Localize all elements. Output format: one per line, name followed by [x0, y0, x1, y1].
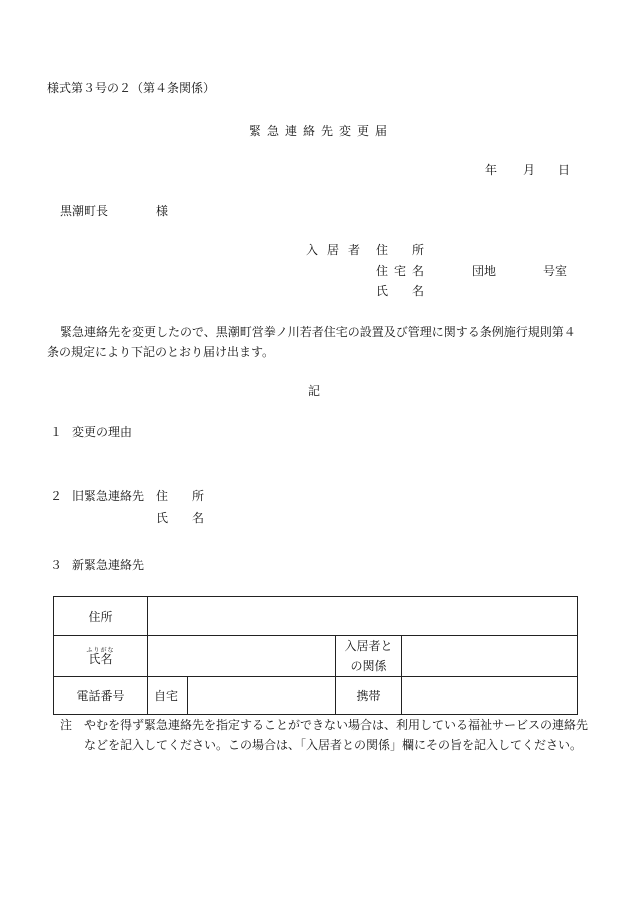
addressee-name: 黒潮町長 — [60, 204, 109, 218]
old-contact-address-label-2: 所 — [192, 489, 205, 503]
applicant-name-label-1: 氏 — [376, 284, 389, 298]
applicant-address-label-1: 住 — [376, 243, 389, 257]
item-1-label: 変更の理由 — [72, 425, 133, 439]
item-2-label: 旧緊急連絡先 — [72, 489, 145, 503]
applicant-label: 入居者 — [306, 243, 370, 257]
item-3-number: ３ — [50, 558, 63, 572]
address-input-cell[interactable] — [148, 597, 578, 636]
old-contact-name-label-2: 名 — [192, 511, 205, 525]
date-month: 月 — [523, 163, 536, 177]
applicant-name-label-2: 名 — [412, 284, 425, 298]
old-contact-name-label-1: 氏 — [156, 511, 169, 525]
address-label-cell: 住所 — [54, 597, 148, 636]
danchi-label: 団地 — [472, 264, 497, 278]
note-line-2: などを記入してください。この場合は、「入居者との関係」欄にその旨を記入してください。 — [84, 738, 583, 752]
home-phone-input-cell[interactable] — [188, 677, 336, 715]
relation-input-cell[interactable] — [402, 636, 578, 677]
mobile-label-cell: 携帯 — [336, 677, 402, 715]
body-text-line-2: 条の規定により下記のとおり届け出ます。 — [47, 345, 275, 359]
item-3-label: 新緊急連絡先 — [72, 558, 145, 572]
old-contact-address-label-1: 住 — [156, 489, 169, 503]
name-input-cell[interactable] — [148, 636, 336, 677]
applicant-residence-label-1: 住宅 — [376, 264, 413, 278]
room-number-label: 号室 — [543, 264, 568, 278]
item-2-number: ２ — [50, 489, 63, 503]
furigana-label: ふりがな — [86, 646, 115, 654]
ki-heading: 記 — [308, 384, 321, 398]
addressee-honorific: 様 — [156, 204, 169, 218]
body-text-line-1: 緊急連絡先を変更したので、黒潮町営拳ノ川若者住宅の設置及び管理に関する条例施行規則第４ — [60, 325, 576, 339]
phone-label-cell: 電話番号 — [54, 677, 148, 715]
new-contact-table — [53, 596, 578, 715]
mobile-input-cell[interactable] — [402, 677, 578, 715]
relation-label-cell: 入居者と の関係 — [336, 636, 402, 677]
item-1-number: １ — [50, 425, 63, 439]
form-number: 様式第３号の２（第４条関係） — [47, 81, 216, 95]
name-label-cell — [54, 636, 148, 677]
date-year: 年 — [485, 163, 498, 177]
applicant-address-label-2: 所 — [412, 243, 425, 257]
document-title: 緊急連絡先変更届 — [249, 124, 394, 138]
applicant-residence-label-2: 名 — [412, 264, 425, 278]
home-phone-label-cell: 自宅 — [148, 677, 188, 715]
name-label: 氏名 — [88, 651, 113, 666]
note-line-1: 注 やむを得ず緊急連絡先を指定することができない場合は、利用している福祉サービスの連絡先 — [60, 718, 589, 732]
date-day: 日 — [558, 163, 571, 177]
